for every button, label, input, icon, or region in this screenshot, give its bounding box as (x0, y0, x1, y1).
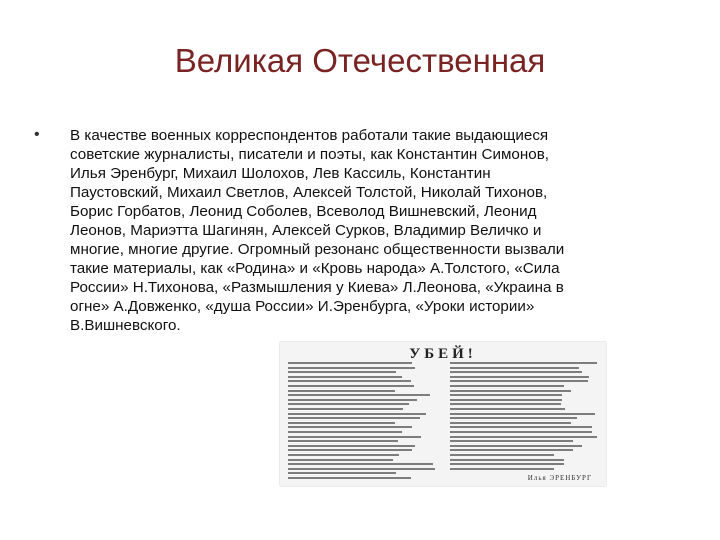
clipping-text-line (288, 477, 411, 479)
clipping-text-line (450, 459, 564, 461)
clipping-text-line (288, 371, 396, 373)
clipping-text-line (288, 362, 412, 364)
clipping-text-line (288, 454, 399, 456)
clipping-text-line (450, 385, 564, 387)
clipping-text-line (288, 445, 415, 447)
text-line: Борис Горбатов, Леонид Соболев, Всеволод Вишневский, Леонид (70, 203, 537, 220)
clipping-text-line (288, 376, 402, 378)
clipping-text-line (288, 417, 420, 419)
text-line: такие материалы, как «Родина» и «Кровь народа» А.Толстого, «Сила (70, 260, 560, 277)
clipping-text-line (450, 454, 554, 456)
clipping-text-line (450, 413, 595, 415)
clipping-text-line (450, 431, 592, 433)
clipping-text-line (288, 399, 417, 401)
clipping-text-line (450, 463, 564, 465)
text-line: многие, многие другие. Огромный резонанс общественности вызвали (70, 241, 565, 258)
text-line: советские журналисты, писатели и поэты, как Константин Симонов, (70, 146, 550, 163)
clipping-text-line (288, 385, 414, 387)
clipping-text-line (450, 426, 592, 428)
clipping-text-line (288, 367, 415, 369)
clipping-text-line (450, 408, 565, 410)
clipping-text-line (450, 436, 597, 438)
clipping-text-line (288, 463, 433, 465)
text-line: Паустовский, Михаил Светлов, Алексей Толстой, Николай Тихонов, (70, 184, 548, 201)
text-line: В.Вишневского. (70, 317, 181, 334)
clipping-headline: УБЕЙ! (409, 346, 477, 362)
clipping-column-right (450, 350, 598, 480)
clipping-text-line (288, 408, 403, 410)
clipping-text-line (288, 394, 430, 396)
clipping-text-line (288, 422, 395, 424)
clipping-text-line (450, 362, 597, 364)
clipping-text-line (288, 426, 412, 428)
clipping-text-line (288, 459, 393, 461)
bullet-marker: • (34, 126, 40, 143)
text-line: Илья Эренбург, Михаил Шолохов, Лев Кассиль, Константин (70, 165, 491, 182)
clipping-text-line (450, 468, 554, 470)
text-line: огне» А.Довженко, «душа России» И.Эренбурга, «Уроки истории» (70, 298, 535, 315)
clipping-text-line (450, 399, 562, 401)
clipping-text-line (450, 371, 582, 373)
clipping-text-line (450, 376, 589, 378)
clipping-text-line (450, 367, 579, 369)
clipping-text-line (450, 394, 562, 396)
clipping-text-line (450, 390, 571, 392)
clipping-signature: Илья ЭРЕНБУРГ (527, 474, 592, 482)
clipping-text-line (450, 449, 573, 451)
clipping-text-line (288, 440, 398, 442)
clipping-text-line (288, 436, 421, 438)
text-line: В качестве военных корреспондентов работали такие выдающиеся (70, 127, 549, 144)
text-line: России» Н.Тихонова, «Размышления у Киева» Л.Леонова, «Украина в (70, 279, 564, 296)
clipping-text-line (288, 380, 411, 382)
bullet-text (70, 126, 670, 335)
clipping-text-line (288, 390, 395, 392)
newspaper-clipping-image (280, 342, 606, 486)
clipping-text-line (288, 468, 435, 470)
clipping-text-line (450, 445, 582, 447)
clipping-text-line (288, 431, 402, 433)
clipping-text-line (288, 472, 396, 474)
clipping-text-line (288, 413, 426, 415)
clipping-column-left (288, 350, 436, 480)
clipping-text-line (450, 403, 561, 405)
clipping-text-line (450, 380, 588, 382)
slide-title: Великая Отечественная (174, 42, 546, 79)
clipping-text-line (450, 417, 577, 419)
clipping-text-line (288, 403, 409, 405)
clipping-text-line (450, 440, 573, 442)
text-line: Леонов, Мариэтта Шагинян, Алексей Сурков, Владимир Величко и (70, 222, 542, 239)
clipping-text-line (450, 422, 571, 424)
clipping-text-line (288, 449, 412, 451)
